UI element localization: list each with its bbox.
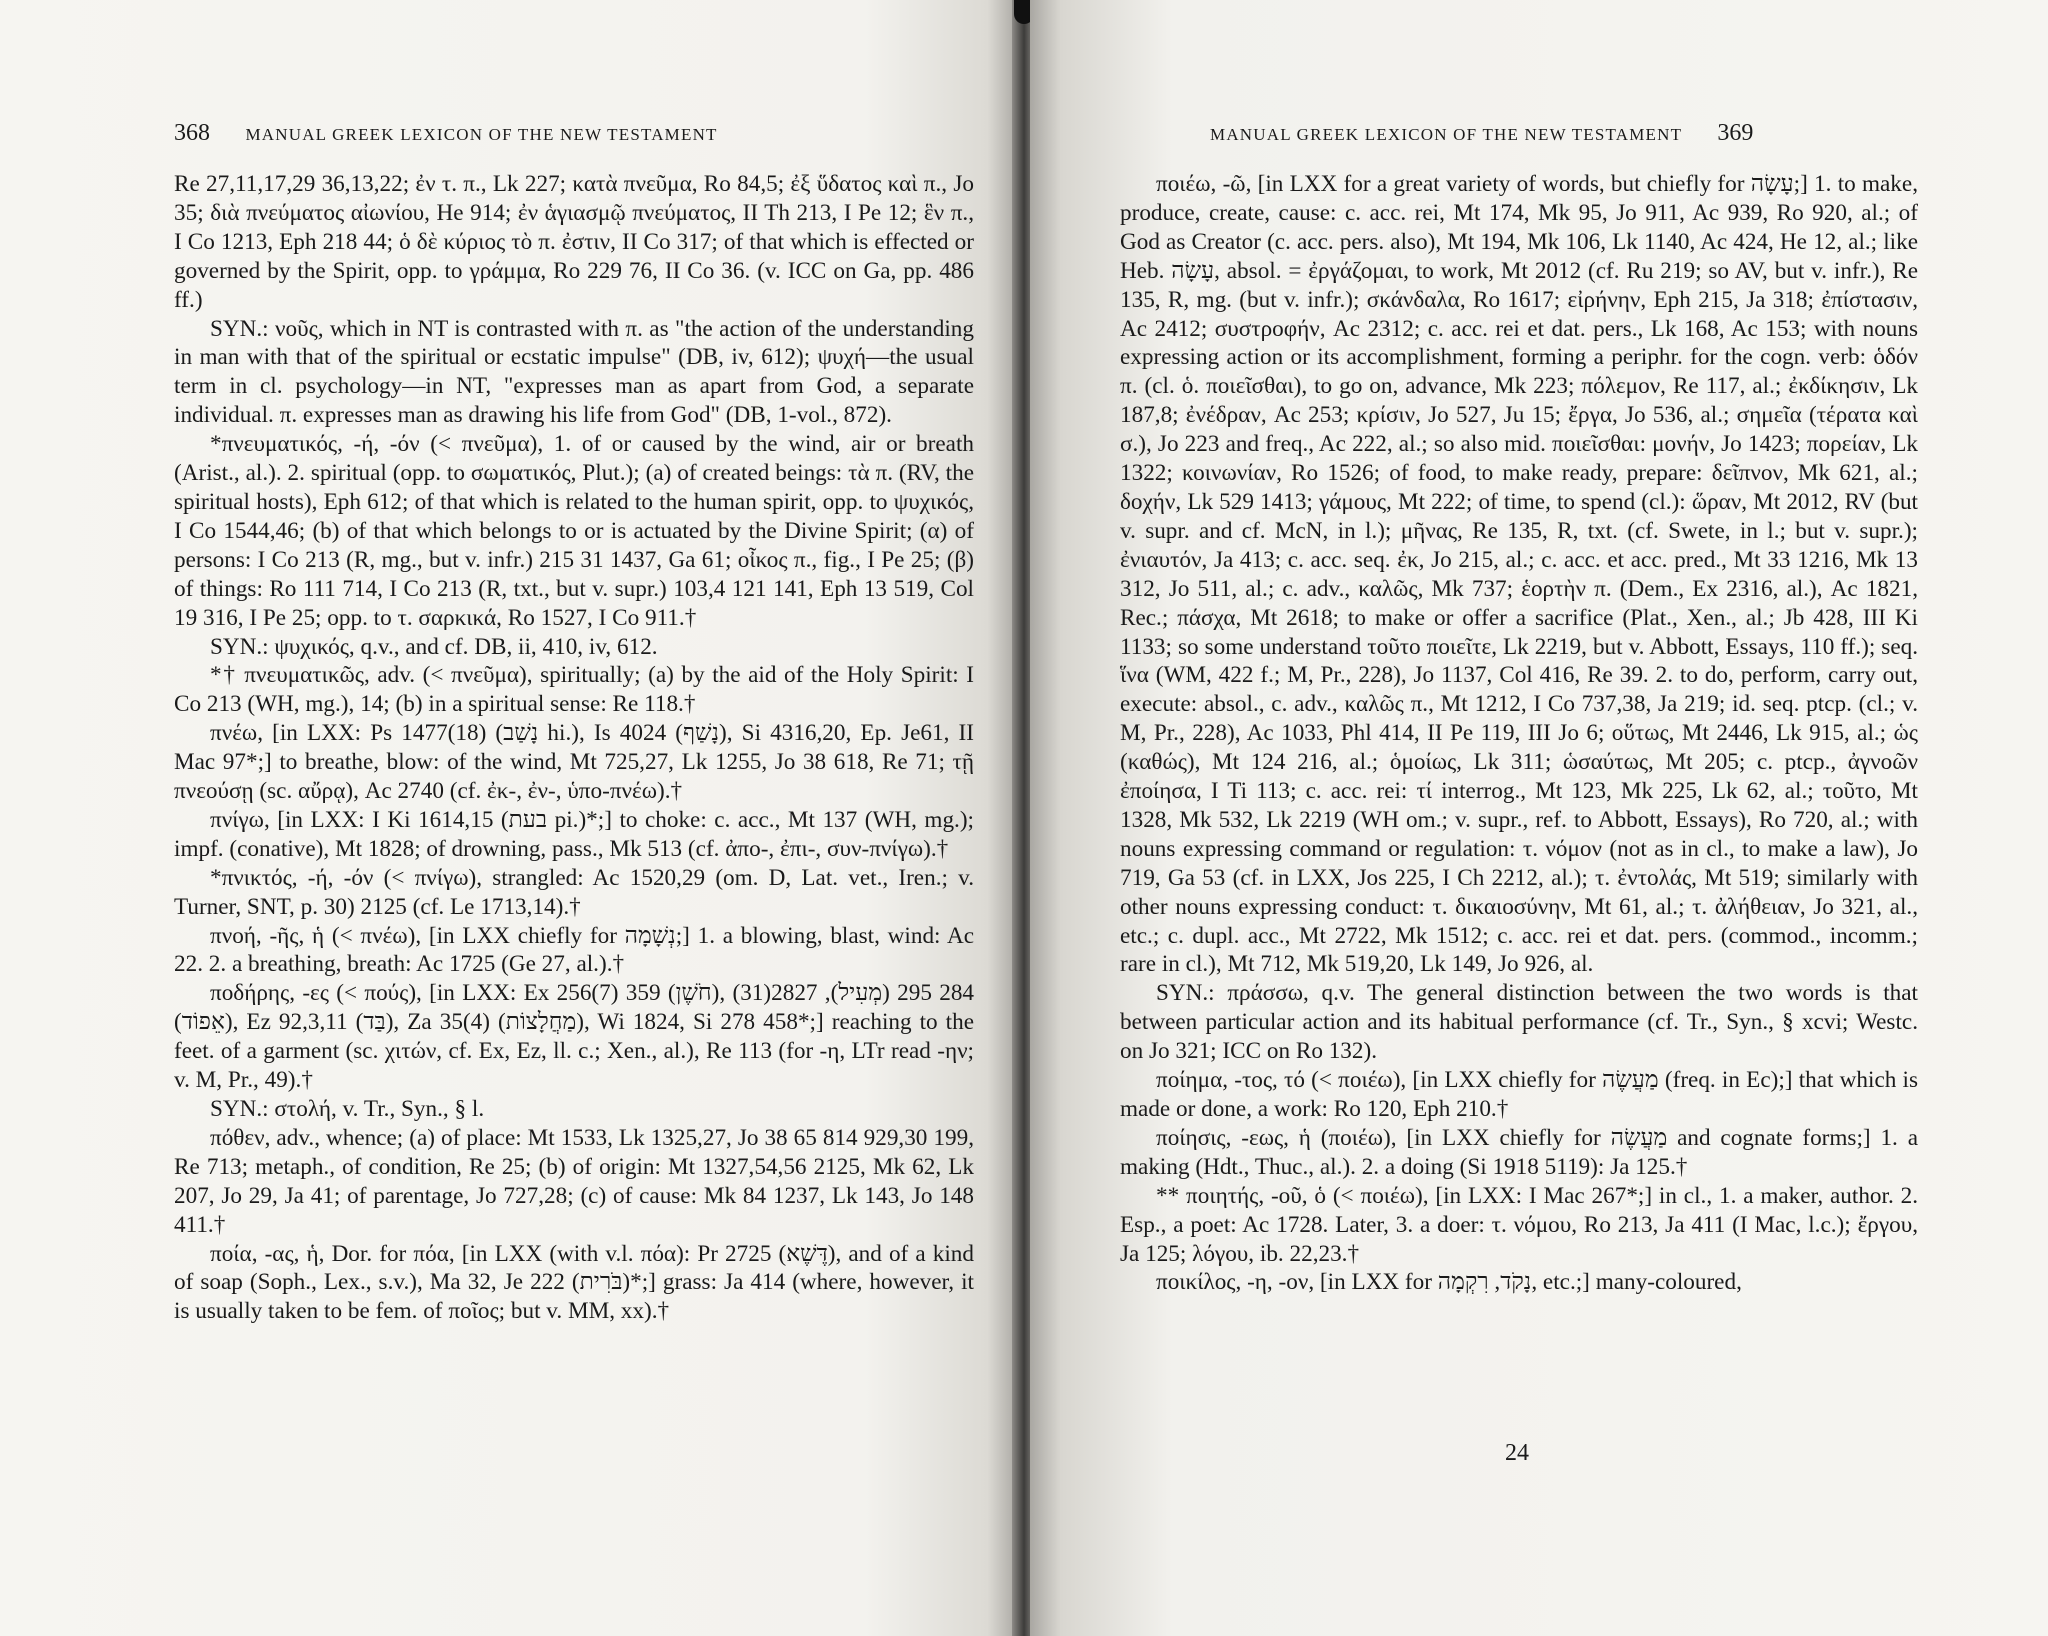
entry-poiesis: ποίησις, -εως, ἡ (ποιέω), [in LXX chiefly for מַעֲשֶׂה and cognate forms;] 1. a making (Hdt., Thuc., al.). 2. a doing (Si 1918 5119): Ja 125.† — [1120, 1124, 1918, 1180]
left-page-text — [174, 170, 974, 1326]
synonym-note: SYN.: νοῦς, which in NT is contrasted with π. as "the action of the understanding in man with that of the spiritual or ecstatic impulse" (DB, iv, 612); ψυχή—the usual term in cl. psychology—in NT, "expresses man as apart from God, a separate individual. π. expresses man as drawing his life from God" (DB, 1-vol., 872). — [174, 315, 974, 429]
synonym-note: SYN.: ψυχικός, q.v., and cf. DB, ii, 410, iv, 612. — [210, 633, 658, 660]
entry-poikilos: ποικίλος, -η, -ον, [in LXX for נָקֹד, רִקְמָה, etc.;] many-coloured, — [1156, 1269, 1742, 1296]
entry-pnigo: πνίγω, [in LXX: I Ki 1614,15 (בעת pi.)*;] to choke: c. acc., Mt 137 (WH, mg.); impf. (conative), Mt 1828; of drowning, pass., Mk 513 (cf. ἀπο-, ἐπι-, συν-πνίγω).† — [174, 806, 974, 862]
page-number-right: 369 — [1717, 120, 1754, 146]
left-page — [0, 0, 1018, 1636]
entry-continuation: Re 27,11,17,29 36,13,22; ἐν τ. π., Lk 227; κατὰ πνεῦμα, Ro 84,5; ἐξ ὕδατος καὶ π., Jo 35; διὰ πνεύματος αἰωνίου, He 914; ἐν ἁγιασμῷ πνεύματος, II Th 213, I Pe 12; ἓν π., I Co 1213, Eph 218 44; ὁ δὲ κύριος τὸ π. ἐστιν, II Co 317; of that which is effected or governed by the Spirit, opp. to γράμμα, Ro 229 76, II Co 36. (v. ICC on Ga, pp. 486 ff.) — [174, 171, 974, 313]
synonym-note: SYN.: στολή, v. Tr., Syn., § l. — [210, 1096, 485, 1122]
right-page — [1030, 0, 2048, 1636]
page-number-left: 368 — [174, 120, 210, 146]
entry-poiema: ποίημα, -τος, τό (< ποιέω), [in LXX chiefly for מַעֲשֶׂה (freq. in Ec);] that which is made or done, a work: Ro 120, Eph 210.† — [1120, 1067, 1918, 1122]
running-title-left: MANUAL GREEK LEXICON OF THE NEW TESTAMENT — [245, 125, 718, 144]
signature-mark: 24 — [1505, 1440, 1529, 1466]
entry-poietes: ** ποιητής, -οῦ, ὁ (< ποιέω), [in LXX: I Mac 267*;] in cl., 1. a maker, author. 2. Esp., a poet: Ac 1728. Later, 3. a doer: τ. νόμου, Ro 213, Ja 411 (I Mac, l.c.); ἔργου, Ja 125; λόγου, ib. 22,23.† — [1120, 1182, 1918, 1267]
entry-pneo: πνέω, [in LXX: Ps 1477(18) (נָשַׁב hi.), Is 4024 (נָשַׁף), Si 4316,20, Ep. Je61, II Mac 97*;] to breathe, blow: of the wind, Mt 725,27, Lk 1255, Jo 38 618, Re 71; τῇ πνεούσῃ (sc. αὔρᾳ), Ac 2740 (cf. ἐκ-, ἐν-, ὑπο-πνέω).† — [174, 720, 974, 805]
entry-pothen: πόθεν, adv., whence; (a) of place: Mt 1533, Lk 1325,27, Jo 38 65 814 929,30 199, Re 713; metaph., of condition, Re 25; (b) of origin: Mt 1327,54,56 2125, Mk 62, Lk 207, Jo 29, Ja 41; of parentage, Jo 727,28; (c) of cause: Mk 84 1237, Lk 143, Jo 148 411.† — [174, 1124, 974, 1238]
entry-pnoe: πνοή, -ῆς, ἡ (< πνέω), [in LXX chiefly for נְשָׁמָה;] 1. a blowing, blast, wind: Ac 22. 2. a breathing, breath: Ac 1725 (Ge 27, al.).† — [174, 922, 974, 978]
running-title-right: MANUAL GREEK LEXICON OF THE NEW TESTAMENT — [1210, 125, 1682, 144]
entry-pneumatikos: *πνευματικός, -ή, -όν (< πνεῦμα), 1. of or caused by the wind, air or breath (Arist., al.). 2. spiritual (opp. to σωματικός, Plut.); (a) of created beings: τὰ π. (RV, the spiritual hosts), Eph 612; of that which is related to the human spirit, opp. to ψυχικός, I Co 1544,46; (b) of that which belongs to or is actuated by the Divine Spirit; (α) of persons: I Co 213 (R, mg., but v. infr.) 215 31 1437, Ga 61; οἶκος π., fig., I Pe 25; (β) of things: Ro 111 714, I Co 213 (R, txt., but v. supr.) 103,4 121 141, Eph 13 519, Col 19 316, I Pe 25; opp. to τ. σαρκικά, Ro 1527, I Co 911.† — [174, 431, 974, 631]
entry-pneumatikos-adv: *† πνευματικῶς, adv. (< πνεῦμα), spiritually; (a) by the aid of the Holy Spirit: I Co 213 (WH, mg.), 14; (b) in a spiritual sense: Re 118.† — [174, 662, 974, 718]
entry-poderes: ποδήρης, -ες (< πούς), [in LXX: Ex 256(7) 359 (חֹשֶׁן), 284 295 (מְעִיל), 2827(31) (אֵפוֹד), Ez 92,3,11 (בַּד), Za 35(4) (מַחֲלָצוֹת), Wi 1824, Si 278 458*;] reaching to the feet. of a garment (sc. χιτών, cf. Ex, Ez, ll. c.; Xen., al.), Re 113 (for -η, LTr read -ην; v. M, Pr., 49).† — [174, 980, 975, 1094]
entry-pniktos: *πνικτός, -ή, -όν (< πνίγω), strangled: Ac 1520,29 (om. D, Lat. vet., Iren.; v. Turner, SNT, p. 30) 2125 (cf. Le 1713,14).† — [174, 864, 974, 920]
entry-poieo: ποιέω, -ῶ, [in LXX for a great variety of words, but chiefly for עָשָׂה;] 1. to make, produce, create, cause: c. acc. rei, Mt 174, Mk 95, Jo 911, Ac 939, Ro 920, al.; of God as Creator (c. acc. pers. also), Mt 194, Mk 106, Lk 1140, Ac 424, He 12, al.; like Heb. עָשָׂה, absol. = ἐργάζομαι, to work, Mt 2012 (cf. Ru 219; so AV, but v. infr.), Re 135, R, mg. (but v. infr.); σκάνδαλα, Ro 1617; εἰρήνην, Eph 215, Ja 318; ἐπίστασιν, Ac 2412; συστροφήν, Ac 2312; c. acc. rei et dat. pers., Lk 168, Ac 153; with nouns expressing action or its accomplishment, forming a periphr. for the cogn. verb: ὁδόν π. (cl. ὁ. ποιεῖσθαι), to go on, advance, Mk 223; πόλεμον, Re 117, al.; ἐκδίκησιν, Lk 187,8; ἐνέδραν, Ac 253; κρίσιν, Jo 527, Ju 15; ἔργα, Jo 536, al.; σημεῖα (τέρατα καὶ σ.), Jo 223 and freq., Ac 222, al.; so also mid. ποιεῖσθαι: μονήν, Jo 1423; πορείαν, Lk 1322; κοινωνίαν, Ro 1526; of food, to make ready, prepare: δεῖπνον, Mk 621, al.; δοχήν, Lk 529 1413; γάμους, Mt 222; of time, to spend (cl.): ὥραν, Mt 2012, RV (but v. supr. and cf. McN, in l.); μῆνας, Re 135, R, txt. (cf. Swete, in l.; but v. supr.); ἐνιαυτόν, Ja 413; c. acc. seq. ἐκ, Jo 215, al.; c. acc. et acc. pred., Mt 33 1216, Mk 13 312, Jo 511, al.; c. adv., καλῶς, Mk 737; ἑορτὴν π. (Dem., Ex 2316, al.), Ac 1821, Rec.; πάσχα, Mt 2618; to make or offer a sacrifice (Plat., Xen., al.; Jb 428, III Ki 1133; so some understand τοῦτο ποιεῖτε, Lk 2219, but v. Abbott, Essays, 110 ff.); seq. ἵνα (WM, 422 f.; M, Pr., 228), Jo 1137, Col 416, Re 39. 2. to do, perform, carry out, execute: absol., c. adv., καλῶς π., Mt 1212, I Co 737,38, Ja 219; id. seq. ptcp. (cl.; v. M, Pr., 228), Ac 1033, Phl 414, II Pe 119, III Jo 6; οὕτως, Mt 2446, Lk 915, al.; ὡς (καθώς), Mt 124 216, al.; ὁμοίως, Lk 311; ὡσαύτως, Mt 205; c. ptcp., ἀγνοῶν ἐποίησα, I Ti 113; c. acc. rei: τί interrog., Mt 123, Mk 225, Lk 62, al.; τοῦτο, Mt 1328, Mk 532, Lk 2219 (WH om.; v. supr., ref. to Abbott, Essays), Ro 720, al.; with nouns expressing command or regulation: τ. νόμον (not as in cl., to make a law), Jo 719, Ga 53 (cf. in LXX, Jos 225, I Ch 2212, al.); τ. ἐντολάς, Mt 519; similarly with other nouns expressing conduct: τ. δικαιοσύνην, Mt 61, al.; τ. ἀλήθειαν, Jo 321, al., etc.; c. dupl. acc., Mt 2722, Mk 1512; c. acc. rei et dat. pers. (commod., incomm.; rare in cl.), Mt 712, Mk 519,20, Lk 149, Jo 926, al. — [1120, 171, 1918, 978]
left-page-header — [174, 120, 718, 147]
synonym-note: SYN.: πράσσω, q.v. The general distinction between the two words is that between particular action and its habitual performance (cf. Tr., Syn., § xcvi; Westc. on Jo 321; ICC on Ro 132). — [1120, 980, 1918, 1065]
right-page-text — [1120, 170, 1918, 1297]
right-page-header — [1210, 120, 1753, 147]
entry-poia: ποία, -ας, ἡ, Dor. for πόα, [in LXX (with v.l. πόα): Pr 2725 (דֶּשֶׁא), and of a kind of soap (Soph., Lex., s.v.), Ma 32, Je 222 (בֹּרִית)*;] grass: Ja 414 (where, however, it is usually taken to be fem. of ποῖος; but v. MM, xx).† — [174, 1240, 974, 1325]
